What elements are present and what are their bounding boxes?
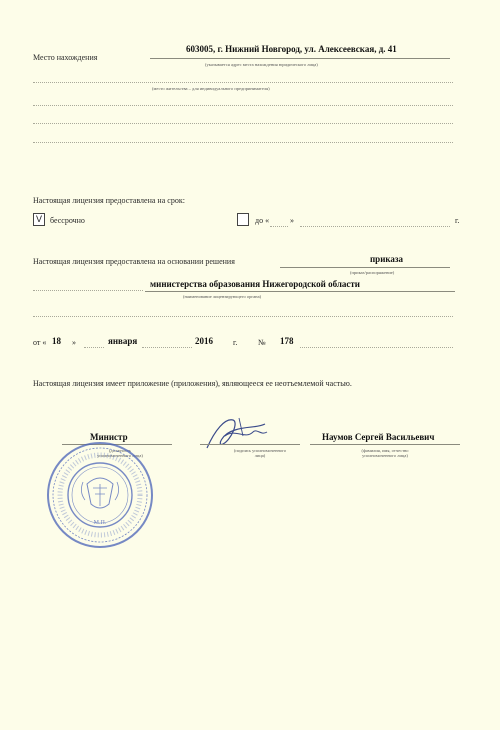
appendix-text: Настоящая лицензия имеет приложение (приложения), являющееся ее неотъемлемой частью. <box>33 379 352 388</box>
perpetual-checkbox: V <box>33 213 45 226</box>
date-from-label: от « <box>33 338 47 347</box>
until-year-suffix: г. <box>455 216 460 225</box>
blank-line-4 <box>33 316 453 317</box>
address-note: (указывается адрес места нахождения юридического лица) <box>205 62 318 67</box>
basis-authority: министерства образования Нижегородской области <box>150 279 360 289</box>
location-label: Место нахождения <box>33 53 98 62</box>
name-note: (фамилия, имя, отчество уполномоченного лица) <box>361 448 409 458</box>
authority-underline <box>145 291 455 292</box>
number-label: № <box>258 338 266 347</box>
until-quote: » <box>290 216 294 225</box>
until-label: до « <box>255 216 270 225</box>
basis-doc-type: приказа <box>370 254 404 264</box>
date-quote-close: » <box>72 338 76 347</box>
authority-note: (наименование лицензирующего органа) <box>183 294 262 299</box>
basis-label: Настоящая лицензия предоставлена на основании решения <box>33 257 235 266</box>
doc-type-note: (приказ/распоряжение) <box>350 270 395 275</box>
authority-line-left <box>33 290 143 291</box>
blank-line-2 <box>33 123 453 124</box>
date-year-suffix: г. <box>233 338 238 347</box>
official-seal-stamp <box>45 440 155 550</box>
residence-note: (место жительства – для индивидуального предпринимателя) <box>152 86 270 91</box>
until-checkbox <box>237 213 249 226</box>
blank-line-3 <box>33 142 453 143</box>
until-day-line <box>270 226 288 227</box>
until-date-line <box>300 226 450 227</box>
signature-underline <box>200 444 300 445</box>
perpetual-label: бессрочно <box>50 216 85 225</box>
doc-type-underline <box>280 267 450 268</box>
signer-name: Наумов Сергей Васильевич <box>322 432 435 442</box>
date-line-c <box>300 347 453 348</box>
location-address: 603005, г. Нижний Новгород, ул. Алексеевская, д. 41 <box>186 44 397 54</box>
decision-number: 178 <box>280 336 294 346</box>
position-note: (должность уполномоченного лица) <box>97 448 143 458</box>
date-line-b <box>142 347 192 348</box>
address-underline <box>150 58 450 59</box>
date-line-a <box>84 347 104 348</box>
date-month: января <box>108 336 138 346</box>
address-dotted-line <box>33 82 453 83</box>
stamp-mark: М.П. <box>93 520 107 526</box>
date-day: 18 <box>52 336 61 346</box>
date-year: 2016 <box>195 336 213 346</box>
signature-note: (подпись уполномоченного лица) <box>233 448 287 458</box>
name-underline <box>310 444 460 445</box>
term-label: Настоящая лицензия предоставлена на срок: <box>33 196 185 205</box>
blank-line-1 <box>33 105 453 106</box>
signer-position: Министр <box>90 432 128 442</box>
